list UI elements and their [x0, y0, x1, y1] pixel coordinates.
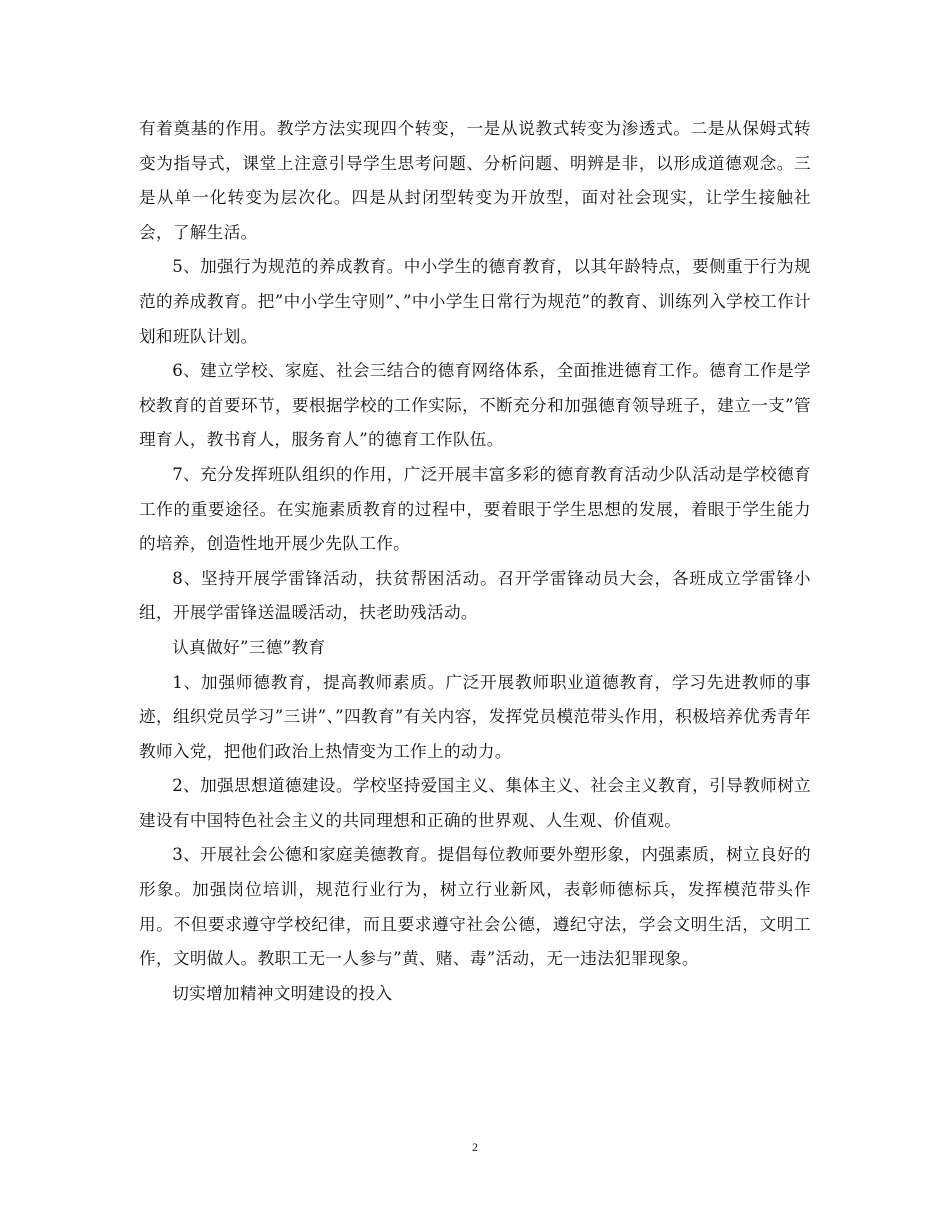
- paragraph-item-1: 1、加强师德教育，提高教师素质。广泛开展教师职业道德教育，学习先进教师的事迹，组织党员学习”三讲”、”四教育”有关内容，发挥党员模范带头作用，积极培养优秀青年教师入党，把他们政治上热情变为工作上的动力。: [139, 672, 811, 761]
- paragraph-item-6: 6、建立学校、家庭、社会三结合的德育网络体系，全面推进德育工作。德育工作是学校教育的首要环节，要根据学校的工作实际，不断充分和加强德育领导班子，建立一支”管理育人，教书育人，服务育人”的德育工作队伍。: [139, 361, 811, 450]
- page-number: 2: [472, 1140, 478, 1154]
- section-heading-investment: 切实增加精神文明建设的投入: [172, 983, 393, 1003]
- paragraph-item-7: 7、充分发挥班队组织的作用，广泛开展丰富多彩的德育教育活动少队活动是学校德育工作的重要途径。在实施素质教育的过程中，要着眼于学生思想的发展，着眼于学生能力的培养，创造性地开展少先队工作。: [139, 464, 811, 554]
- paragraph-item-3: 3、开展社会公德和家庭美德教育。提倡每位教师要外塑形象，内强素质，树立良好的形象。加强岗位培训，规范行业行为，树立行业新风，表彰师德标兵，发挥模范带头作用。不但要求遵守学校纪律，而且要求遵守社会公德，遵纪守法，学会文明生活，文明工作，文明做人。教职工无一人参与”黄、赌、毒”活动，无一违法犯罪现象。: [139, 845, 811, 969]
- section-heading-three-virtues: 认真做好”三德”教育: [172, 637, 326, 657]
- paragraph-item-8: 8、坚持开展学雷锋活动，扶贫帮困活动。召开学雷锋动员大会，各班成立学雷锋小组，开展学雷锋送温暖活动，扶老助残活动。: [139, 568, 811, 623]
- paragraph-continuation: 有着奠基的作用。教学方法实现四个转变，一是从说教式转变为渗透式。二是从保姆式转变为指导式，课堂上注意引导学生思考问题、分析问题、明辨是非，以形成道德观念。三是从单一化转变为层次化。四是从封闭型转变为开放型，面对社会现实，让学生接触社会，了解生活。: [139, 119, 811, 242]
- document-body: [139, 112, 811, 1011]
- paragraph-item-2: 2、加强思想道德建设。学校坚持爱国主义、集体主义、社会主义教育，引导教师树立建设有中国特色社会主义的共同理想和正确的世界观、人生观、价值观。: [139, 776, 811, 830]
- paragraph-item-5: 5、加强行为规范的养成教育。中小学生的德育教育，以其年龄特点，要侧重于行为规范的养成教育。把”中小学生守则”、”中小学生日常行为规范”的教育、训练列入学校工作计划和班队计划。: [139, 257, 811, 346]
